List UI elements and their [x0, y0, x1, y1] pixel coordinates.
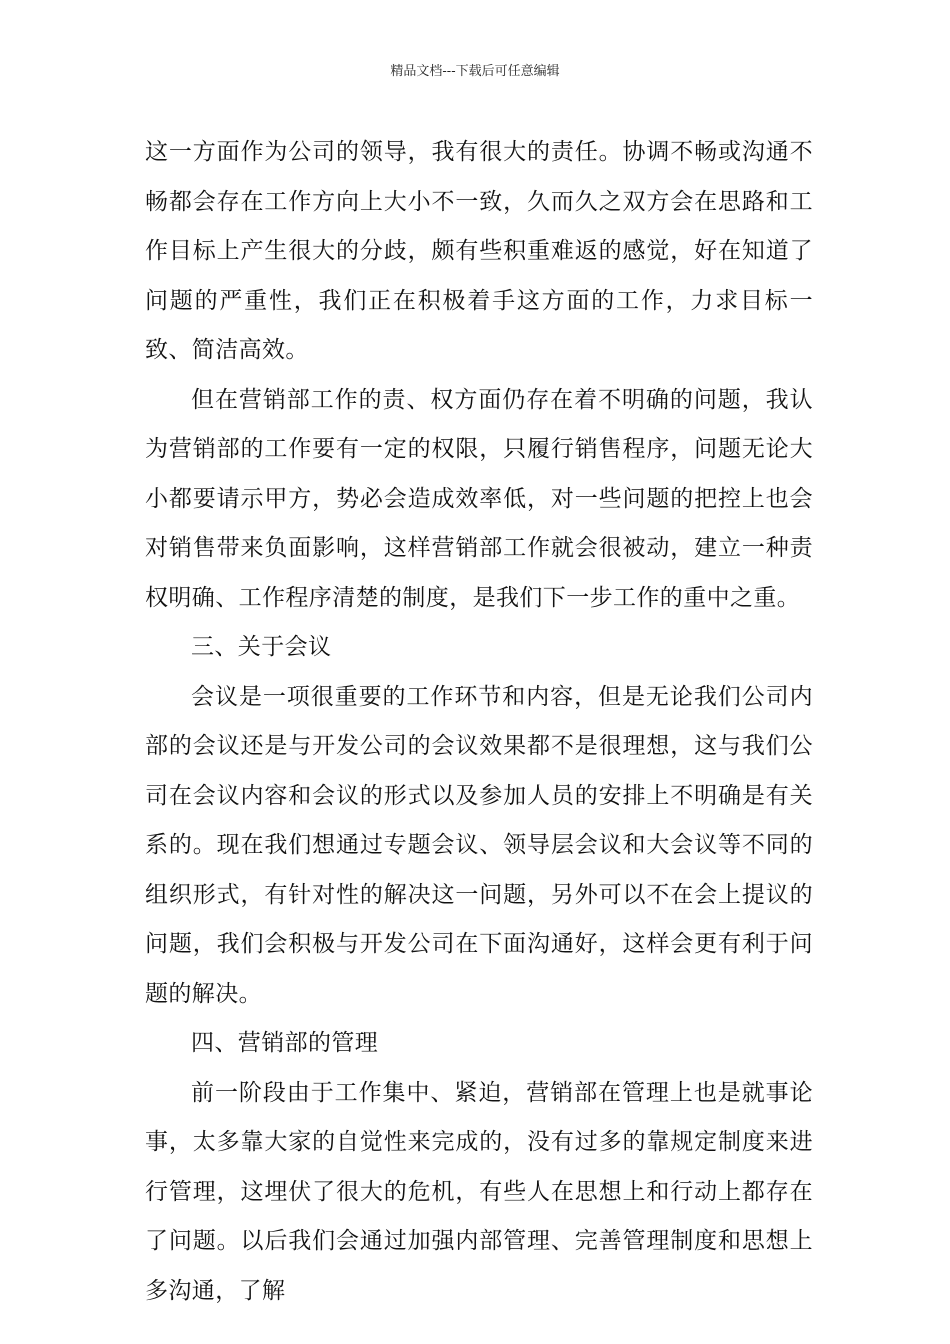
page-header: 精品文档---下载后可任意编辑 [390, 64, 560, 79]
section-heading-meetings: 三、关于会议 [191, 634, 332, 660]
paragraph-responsibility: 这一方面作为公司的领导，我有很大的责任。协调不畅或沟通不畅都会存在工作方向上大小不一致，久而久之双方会在思路和工作目标上产生很大的分歧，颇有些积重难返的感觉，好在知道了问题的严重性，我们正在积极着手这方面的工作，力求目标一致、简洁高效。 [145, 139, 813, 363]
paragraph-meetings: 会议是一项很重要的工作环节和内容，但是无论我们公司内部的会议还是与开发公司的会议效果都不是很理想，这与我们公司在会议内容和会议的形式以及参加人员的安排上不明确是有关系的。现在我们想通过专题会议、领导层会议和大会议等不同的组织形式，有针对性的解决这一问题，另外可以不在会上提议的问题，我们会积极与开发公司在下面沟通好，这样会更有利于问题的解决。 [145, 683, 813, 1007]
section-heading-management: 四、营销部的管理 [191, 1030, 379, 1056]
paragraph-management: 前一阶段由于工作集中、紧迫，营销部在管理上也是就事论事，太多靠大家的自觉性来完成的，没有过多的靠规定制度来进行管理，这埋伏了很大的危机，有些人在思想上和行动上都存在了问题。以后我们会通过加强内部管理、完善管理制度和思想上多沟通，了解 [145, 1079, 813, 1304]
paragraph-rights: 但在营销部工作的责、权方面仍存在着不明确的问题，我认为营销部的工作要有一定的权限，只履行销售程序，问题无论大小都要请示甲方，势必会造成效率低，对一些问题的把控上也会对销售带来负面影响，这样营销部工作就会很被动，建立一种责权明确、工作程序清楚的制度，是我们下一步工作的重中之重。 [145, 386, 813, 611]
document-body [145, 128, 813, 1316]
